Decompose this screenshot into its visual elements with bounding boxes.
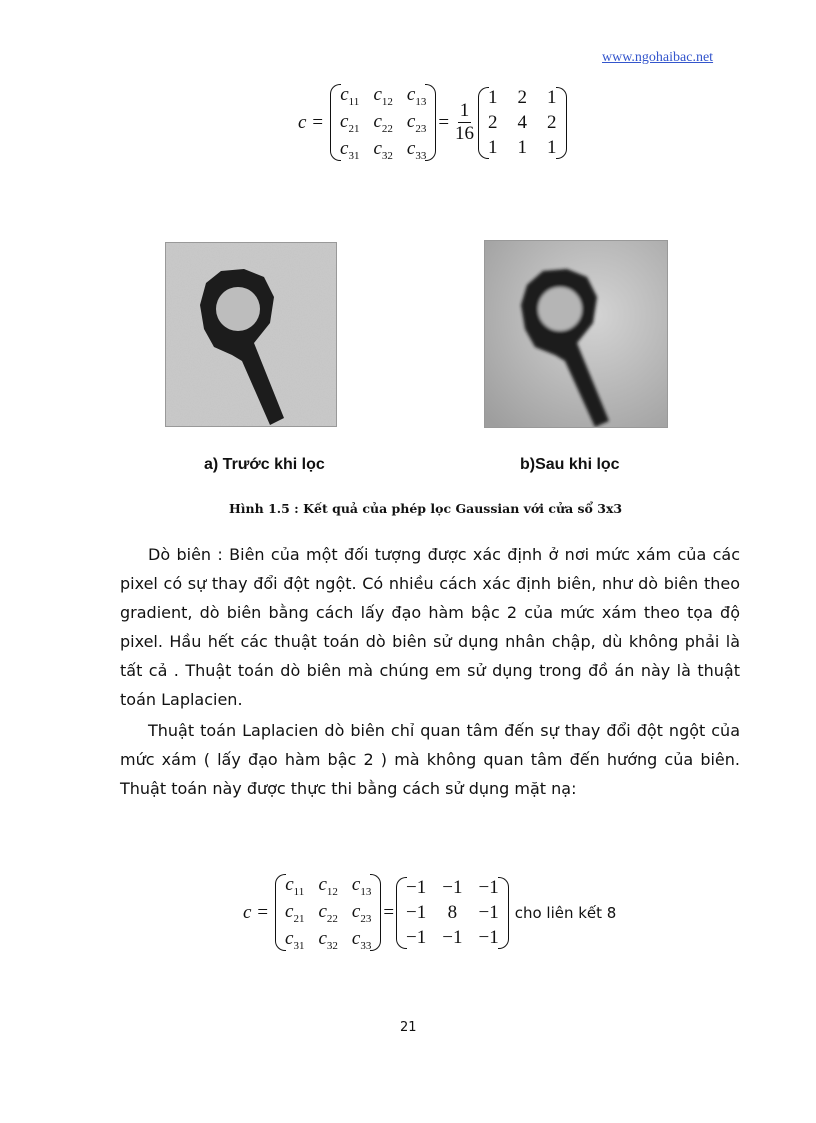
matrix-cell: $c_{21}$: [285, 900, 305, 925]
equation-lhs: c =: [243, 901, 270, 923]
matrix-cell: $c_{11}$: [285, 874, 305, 898]
after-filter-image: [484, 240, 668, 428]
matrix-cell: $c_{12}$: [373, 84, 393, 108]
matrix-cell: 1: [517, 136, 528, 158]
matrix-cell: −1: [478, 901, 499, 923]
page-number: 21: [400, 1020, 417, 1035]
matrix-cell: 2: [517, 86, 528, 108]
figure-caption: Hình 1.5 : Kết quả của phép lọc Gaussian với cửa sổ 3x3: [229, 501, 623, 516]
matrix-cell: $c_{11}$: [340, 84, 360, 108]
c-matrix: [275, 874, 381, 951]
matrix-cell: 2: [488, 111, 498, 133]
matrix-cell: 4: [517, 111, 528, 133]
paragraph-text: Dò biên : Biên của một đối tượng được xác định ở nơi mức xám của các pixel có sự thay đổi đột ngột. Có nhiều cách xác định biên, như dò biên theo gradient, dò biên bằng cách lấy đạo hàm bậc 2 của mức xám theo tọa độ pixel. Hầu hết các thuật toán dò biên sử dụng nhân chập, dù không phải là tất cả . Thuật toán dò biên mà chúng em sử dụng trong đồ án này là thuật toán Laplacien.: [120, 545, 740, 709]
label-after: b)Sau khi lọc: [520, 456, 620, 473]
matrix-cell: $c_{23}$: [351, 900, 372, 925]
header-url-link[interactable]: www.ngohaibac.net: [602, 50, 714, 65]
c-matrix: [330, 84, 436, 161]
matrix-cell: $c_{31}$: [285, 927, 305, 952]
matrix-cell: $c_{33}$: [351, 927, 372, 952]
matrix-cell: −1: [442, 876, 463, 898]
matrix-cell: −1: [406, 876, 427, 898]
label-before: a) Trước khi lọc: [204, 456, 325, 473]
fraction-denominator: 16: [455, 123, 475, 145]
matrix-cell: 1: [488, 86, 498, 108]
matrix-cell: $c_{33}$: [406, 137, 427, 162]
rod-hole: [216, 287, 260, 331]
before-filter-image: [165, 242, 337, 427]
matrix-cell: 1: [547, 86, 557, 108]
equation-equals: =: [383, 901, 395, 923]
paragraph-text: Thuật toán Laplacien dò biên chỉ quan tâm đến sự thay đổi đột ngột của mức xám ( lấy đạo hàm bậc 2 ) mà không quan tâm đến hướng của biên. Thuật toán này được thực thi bằng cách sử dụng mặt nạ:: [120, 721, 740, 798]
matrix-cell: $c_{31}$: [340, 137, 360, 162]
matrix-cell: −1: [406, 901, 427, 923]
matrix-cell: −1: [406, 926, 427, 948]
equation-suffix: cho liên kết 8: [514, 903, 617, 922]
matrix-cell: 1: [488, 136, 498, 158]
equation-lhs: c =: [298, 111, 325, 133]
matrix-cell: $c_{23}$: [406, 110, 427, 135]
paragraph-edge-detection: [120, 540, 740, 714]
fraction-1-16: [455, 100, 474, 145]
matrix-cell: $c_{13}$: [351, 874, 372, 898]
matrix-cell: $c_{32}$: [318, 927, 338, 952]
matrix-cell: 2: [547, 111, 557, 133]
laplacian-kernel-matrix: [396, 877, 509, 949]
matrix-cell: 1: [547, 136, 557, 158]
matrix-cell: −1: [478, 876, 499, 898]
fraction-numerator: 1: [459, 100, 470, 122]
matrix-cell: $c_{32}$: [373, 137, 393, 162]
matrix-cell: $c_{22}$: [373, 110, 393, 135]
matrix-cell: $c_{22}$: [318, 900, 338, 925]
matrix-cell: $c_{13}$: [406, 84, 427, 108]
laplacian-equation: [243, 874, 616, 951]
gaussian-kernel-matrix: [478, 87, 567, 159]
gaussian-equation: [298, 84, 567, 161]
matrix-cell: −1: [478, 926, 499, 948]
equation-equals: =: [438, 111, 450, 133]
matrix-cell: $c_{21}$: [340, 110, 360, 135]
matrix-cell: $c_{12}$: [318, 874, 338, 898]
matrix-cell: 8: [447, 901, 458, 923]
paragraph-laplacien: [120, 716, 740, 803]
matrix-cell: −1: [442, 926, 463, 948]
